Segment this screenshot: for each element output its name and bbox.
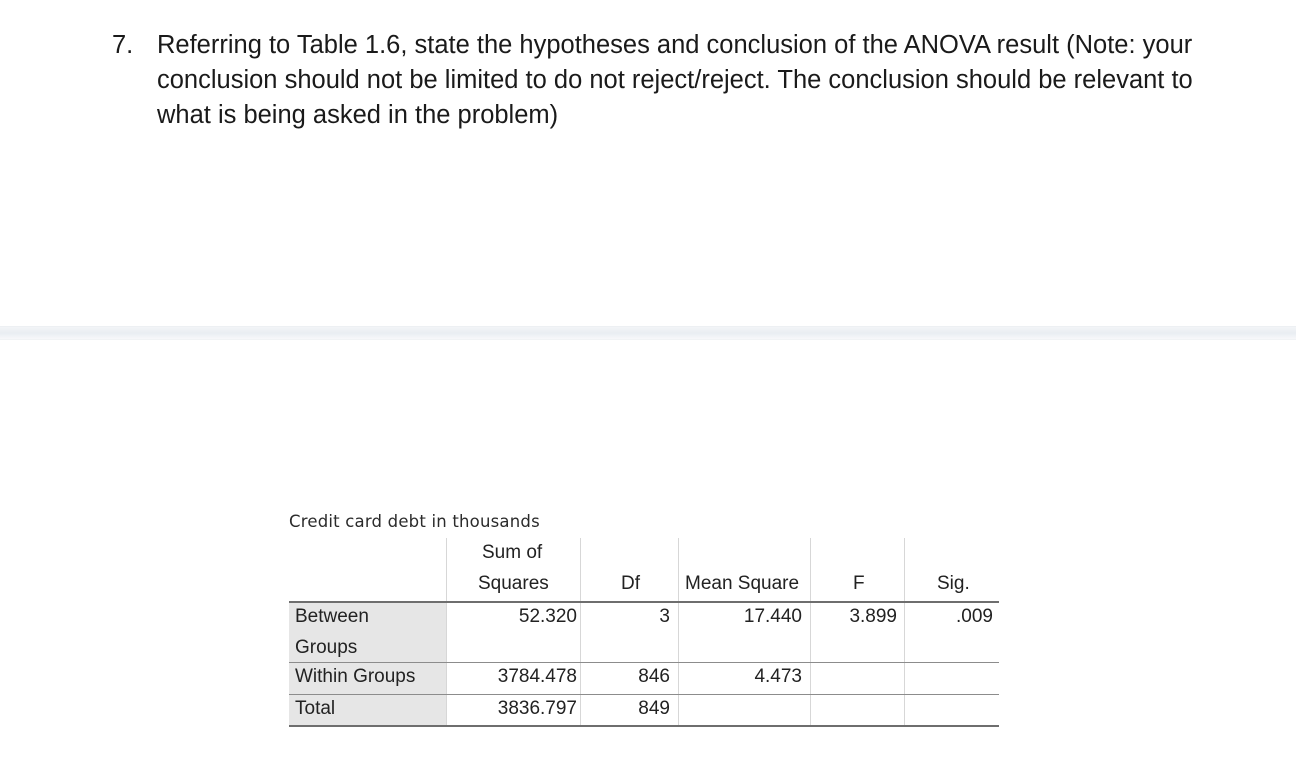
row-label-between-line1: Between xyxy=(295,606,369,627)
anova-table xyxy=(289,538,999,719)
table-row xyxy=(289,602,999,662)
table-header-row xyxy=(289,538,999,602)
cell-ss: 52.320 xyxy=(518,606,577,627)
cell-df: 846 xyxy=(638,666,670,687)
cell-df: 849 xyxy=(638,698,670,719)
section-divider xyxy=(0,326,1296,340)
cell-sig: .009 xyxy=(956,606,993,627)
header-ss-line2: Squares xyxy=(478,573,549,594)
cell-ss: 3836.797 xyxy=(497,698,577,719)
table-row xyxy=(289,663,999,694)
row-label-between-line2: Groups xyxy=(295,637,358,658)
cell-mean-square: 17.440 xyxy=(743,606,802,627)
cell-mean-square: 4.473 xyxy=(754,666,802,687)
question-number: 7. xyxy=(112,31,134,59)
header-mean-square: Mean Square xyxy=(685,573,800,594)
header-f: F xyxy=(853,573,865,594)
cell-ss: 3784.478 xyxy=(497,666,577,687)
header-ss-line1: Sum of xyxy=(482,542,543,563)
header-df: Df xyxy=(621,573,640,594)
table-bottom-rule xyxy=(289,725,999,727)
table-row xyxy=(289,695,999,726)
row-label-within: Within Groups xyxy=(295,666,416,687)
cell-f: 3.899 xyxy=(849,606,897,627)
row-label-total: Total xyxy=(295,698,336,719)
question-text: Referring to Table 1.6, state the hypotheses and conclusion of the ANOVA result (Note: your conclusion should not be limited to do not reject/reject. The conclusion should be relevant to what is being asked in the problem) xyxy=(157,31,1193,129)
question-block xyxy=(112,28,1232,133)
header-sig: Sig. xyxy=(937,573,970,594)
cell-df: 3 xyxy=(659,606,670,627)
table-title: Credit card debt in thousands xyxy=(289,512,540,531)
